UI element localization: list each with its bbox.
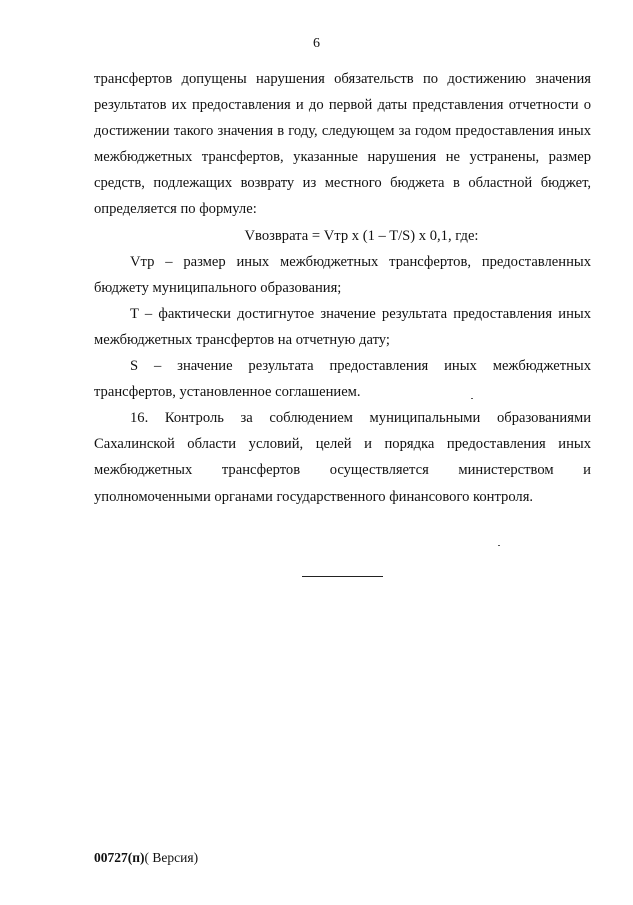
page-number: 6 bbox=[313, 36, 320, 51]
formula: Vвозврата = Vтр x (1 – T/S) x 0,1, где: bbox=[244, 227, 479, 244]
definition-vtr: Vтр – размер иных межбюджетных трансфертов, предоставленных бюджету муниципального образования; bbox=[94, 253, 591, 296]
document-version: ( Версия) bbox=[144, 850, 199, 865]
document-footer bbox=[94, 850, 198, 866]
separator-line bbox=[302, 576, 383, 577]
definition-s: S – значение результата предоставления иных межбюджетных трансфертов, установленное соглашением. bbox=[94, 358, 591, 401]
scan-speck bbox=[471, 398, 473, 399]
clause-16: 16. Контроль за соблюдением муниципальными образованиями Сахалинской области условий, целей и порядка предоставления иных межбюджетных трансфертов осуществляется министерством и уполномоченными органами государственного финансового контроля. bbox=[94, 410, 591, 505]
document-body bbox=[94, 66, 591, 510]
paragraph-continuation: трансфертов допущены нарушения обязательств по достижению значения результатов их предоставления и до первой даты представления отчетности о достижении такого значения в году, следующем за годом предоставления иных межбюджетных трансфертов, указанные нарушения не устранены, размер средств, подлежащих возврату из местного бюджета в областной бюджет, определяется по формуле: bbox=[94, 71, 591, 218]
document-code: 00727(п) bbox=[94, 850, 145, 865]
definition-t: T – фактически достигнутое значение результата предоставления иных межбюджетных трансфертов на отчетную дату; bbox=[94, 305, 591, 348]
scan-speck bbox=[498, 545, 500, 546]
